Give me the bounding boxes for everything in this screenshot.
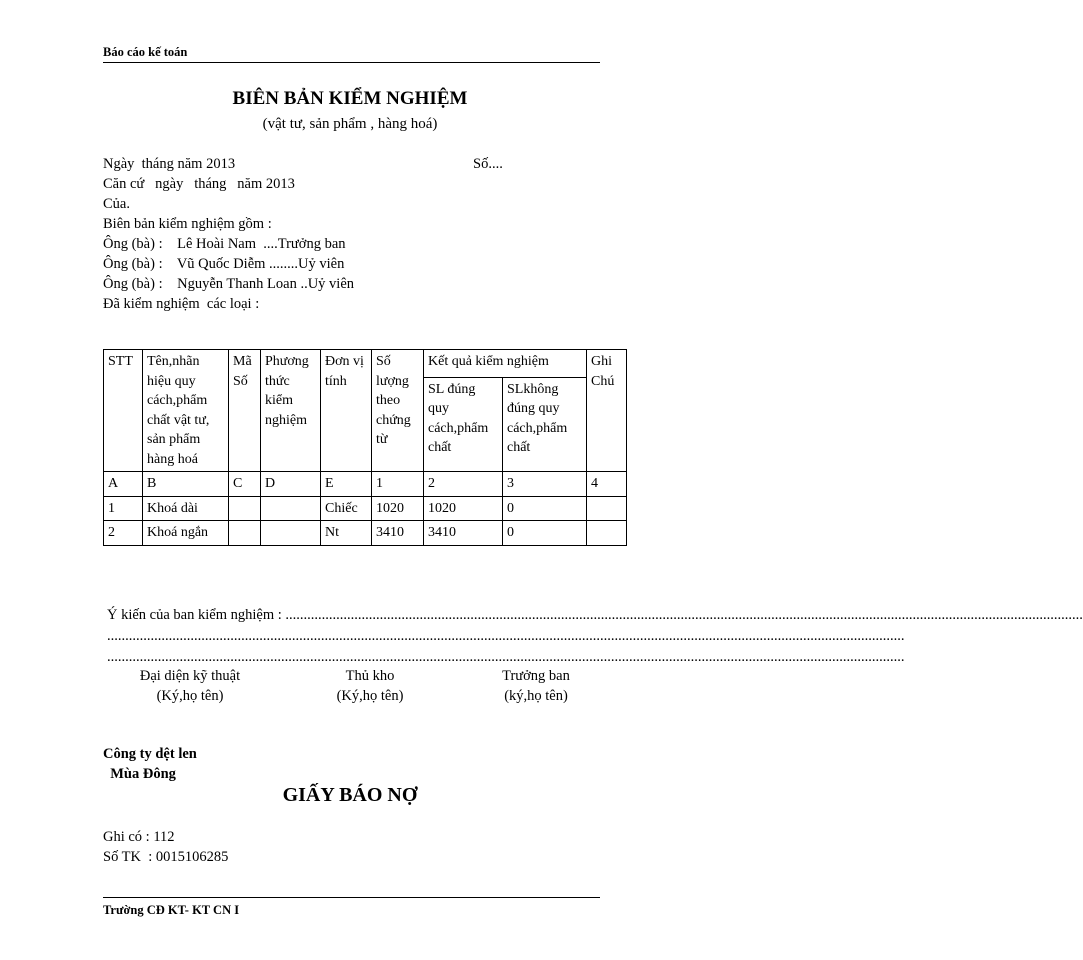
code-cell: D [261, 472, 321, 497]
table-cell: 1 [104, 496, 143, 521]
signature-storekeeper [290, 666, 450, 706]
table-header-row [104, 350, 627, 378]
header-qty: Số lượng theo chứng từ [372, 350, 424, 472]
footer-divider [103, 897, 600, 898]
table-cell: 0 [503, 521, 587, 546]
code-cell: E [321, 472, 372, 497]
signature-hint: (Ký,họ tên) [156, 688, 224, 704]
signature-role: Trưởng ban [502, 668, 570, 684]
code-cell: 2 [424, 472, 503, 497]
opinion-label: Ý kiến của ban kiểm nghiệm : [107, 607, 286, 623]
table-cell: 2 [104, 521, 143, 546]
member-2: Ông (bà) : Vũ Quốc Diễm ........Uỷ viên [103, 256, 345, 272]
table-code-row [104, 472, 627, 497]
table-row [104, 496, 627, 521]
header-divider [103, 62, 600, 63]
header-name: Tên,nhãn hiệu quy cách,phẩm chất vật tư, sản phẩm hàng hoá [143, 350, 229, 472]
code-cell: C [229, 472, 261, 497]
code-cell: 3 [503, 472, 587, 497]
table-cell [261, 521, 321, 546]
signature-hint: (ký,họ tên) [504, 688, 568, 704]
document-number: Số.... [473, 156, 503, 172]
table-cell: Chiếc [321, 496, 372, 521]
header-ok: SL đúng quy cách,phẩm chất [424, 377, 503, 471]
opinion-dots-line-3: ............................................................................................................................................................................................................................ [107, 649, 905, 665]
document-title: BIÊN BẢN KIỂM NGHIỆM [232, 88, 468, 109]
table-cell: 3410 [424, 521, 503, 546]
page-header: Báo cáo kế toán [103, 45, 188, 59]
table-cell [229, 521, 261, 546]
header-note: Ghi Chú [587, 350, 627, 472]
member-1: Ông (bà) : Lê Hoài Nam ....Trưởng ban [103, 236, 346, 252]
table-row [104, 521, 627, 546]
table-cell [229, 496, 261, 521]
inspected-line: Đã kiểm nghiệm các loại : [103, 296, 260, 312]
committee-line: Biên bản kiểm nghiệm gồm : [103, 216, 272, 232]
table-cell [587, 496, 627, 521]
signature-head [456, 666, 616, 706]
header-code: Mã Số [229, 350, 261, 472]
member-3: Ông (bà) : Nguyễn Thanh Loan ..Uỷ viên [103, 276, 355, 292]
table-cell [261, 496, 321, 521]
header-notok: SLkhông đúng quy cách,phẩm chất [503, 377, 587, 471]
table-cell: Khoá dài [143, 496, 229, 521]
table-cell: Nt [321, 521, 372, 546]
account-number: Số TK : 0015106285 [103, 849, 229, 865]
header-result: Kết quả kiểm nghiệm [424, 350, 587, 378]
header-unit: Đơn vị tính [321, 350, 372, 472]
code-cell: 1 [372, 472, 424, 497]
table-cell: 0 [503, 496, 587, 521]
signature-role: Đại diện kỹ thuật [139, 668, 241, 684]
opinion-line [107, 607, 1083, 624]
table-cell: Khoá ngắn [143, 521, 229, 546]
table-cell: 1020 [372, 496, 424, 521]
table-cell: 3410 [372, 521, 424, 546]
header-stt: STT [104, 350, 143, 472]
company-name [103, 744, 197, 784]
code-cell: A [104, 472, 143, 497]
document-subtitle: (vật tư, sản phẩm , hàng hoá) [262, 116, 438, 132]
basis-line: Căn cứ ngày tháng năm 2013 [103, 176, 295, 192]
header-method: Phương thức kiểm nghiệm [261, 350, 321, 472]
code-cell: 4 [587, 472, 627, 497]
table-cell [587, 521, 627, 546]
of-line: Của. [103, 196, 130, 212]
code-cell: B [143, 472, 229, 497]
company-line-1: Công ty dệt len [103, 746, 197, 762]
page-footer: Trường CĐ KT- KT CN I [103, 903, 240, 917]
signature-technical [110, 666, 270, 706]
opinion-dots: ............................................................................................................................................................................................................................ [285, 607, 1083, 623]
debit-note-title: GIẤY BÁO NỢ [282, 784, 418, 806]
credit-account: Ghi có : 112 [103, 829, 175, 845]
company-line-2: Mùa Đông [103, 766, 176, 782]
date-line: Ngày tháng năm 2013 [103, 156, 236, 172]
signature-hint: (Ký,họ tên) [336, 688, 404, 704]
table-cell: 1020 [424, 496, 503, 521]
opinion-dots-line-2: ............................................................................................................................................................................................................................ [107, 628, 905, 644]
signature-role: Thủ kho [345, 668, 395, 684]
inspection-table [103, 349, 627, 546]
